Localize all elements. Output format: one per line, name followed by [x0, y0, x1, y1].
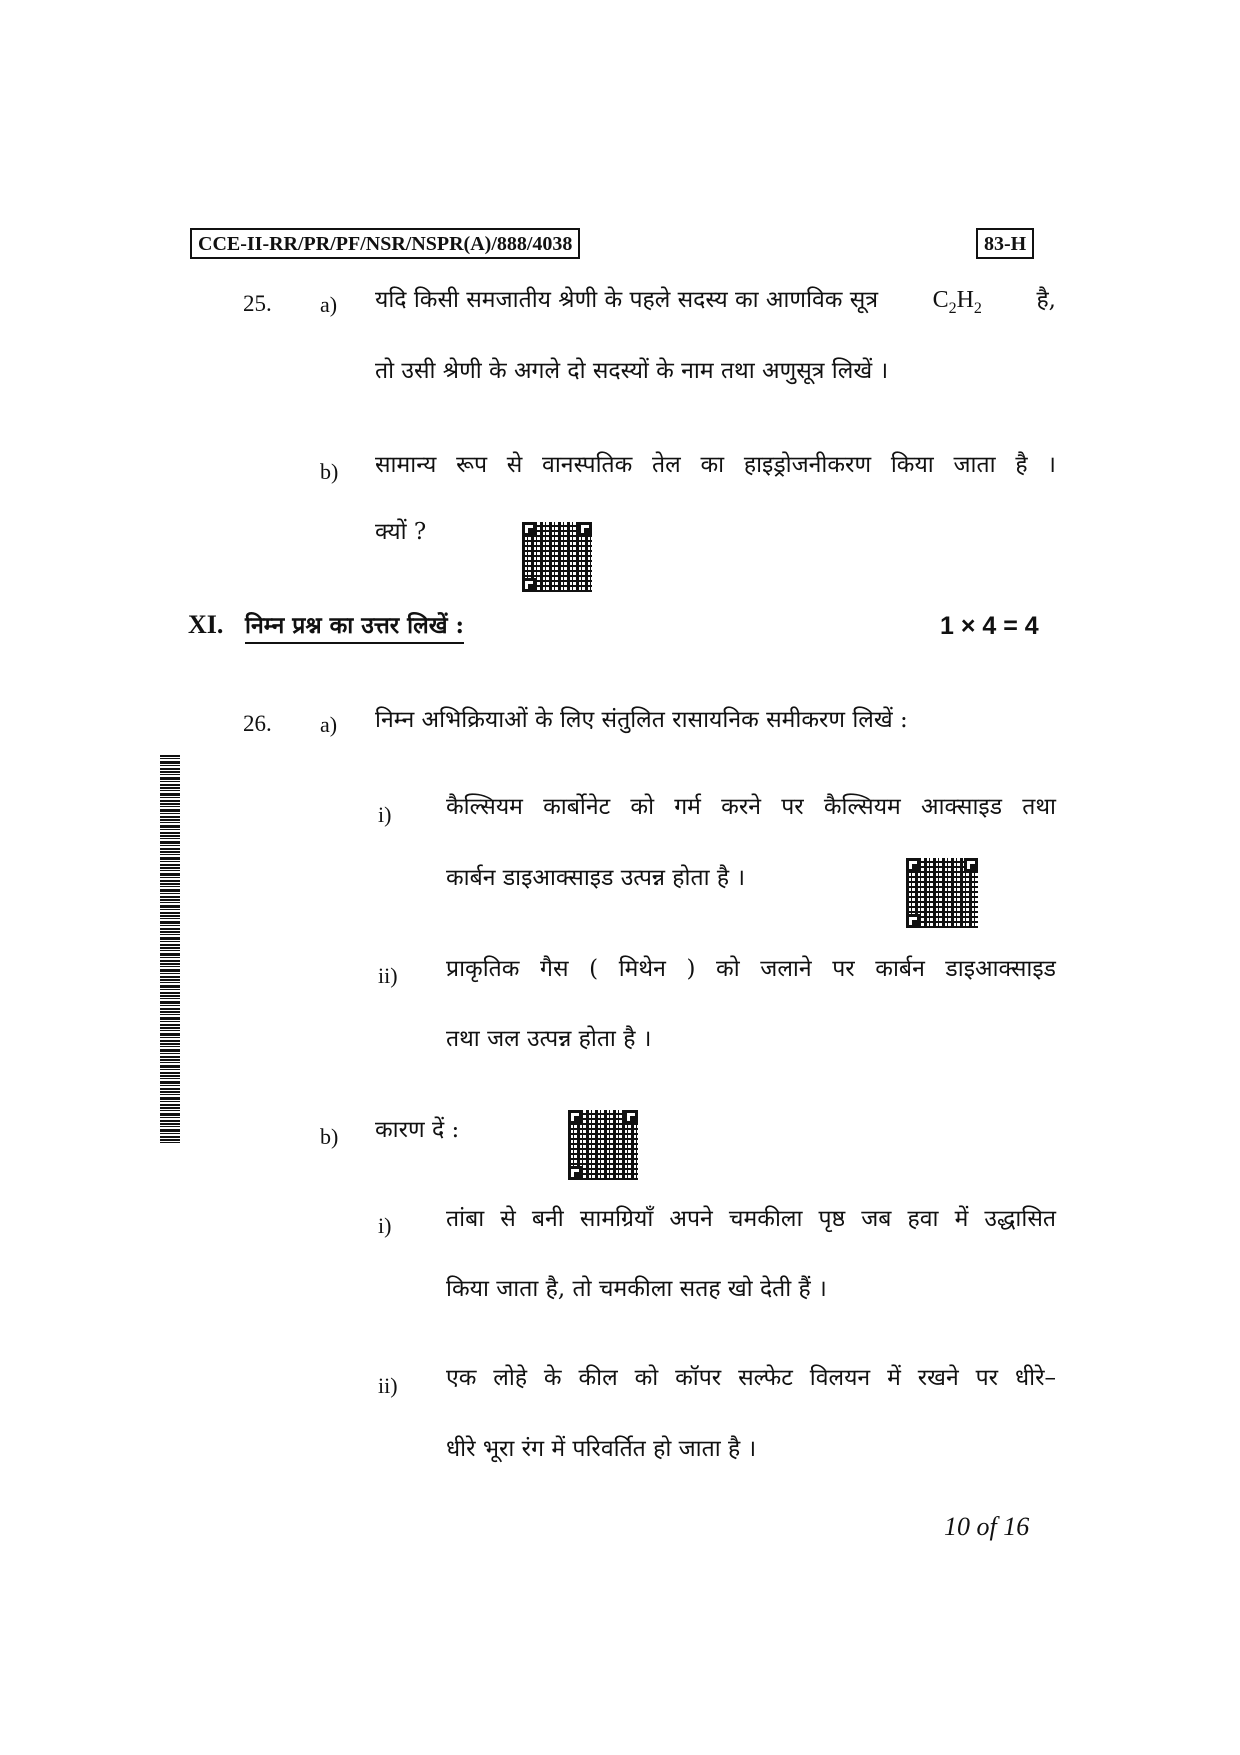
- q26-b-ii-line1: एक लोहे के कील को कॉपर सल्फेट विलयन में रखने पर धीरे–: [446, 1365, 1056, 1391]
- page-number: 10 of 16: [944, 1512, 1030, 1541]
- paper-code: CCE-II-RR/PR/PF/NSR/NSPR(A)/888/4038: [190, 228, 580, 259]
- q26-b-ii-line2: धीरे भूरा रंग में परिवर्तित हो जाता है ।: [446, 1436, 757, 1462]
- q25-b-line1: सामान्य रूप से वानस्पतिक तेल का हाइड्रोजनीकरण किया जाता है ।: [375, 452, 1056, 478]
- q26-b-i-line2: किया जाता है, तो चमकीला सतह खो देती हैं ।: [446, 1276, 827, 1302]
- q25-a-line1: यदि किसी समजातीय श्रेणी के पहले सदस्य का आणविक सूत्र $C_2H_2$ है,: [375, 284, 1056, 325]
- barcode: [160, 755, 180, 1145]
- q25-part-b-label: b): [320, 459, 339, 484]
- q26-b-i-label: i): [378, 1213, 392, 1238]
- qr-code: [906, 858, 978, 928]
- q26-b-i-line1: तांबा से बनी सामग्रियाँ अपने चमकीला पृष्ठ जब हवा में उद्धासित: [446, 1206, 1056, 1232]
- paper-id: 83-H: [976, 228, 1034, 259]
- q26-part-a-label: a): [320, 712, 338, 737]
- question-number-25: 25.: [243, 291, 272, 316]
- q26-b-intro: कारण दें :: [375, 1117, 460, 1143]
- q26-part-b-label: b): [320, 1124, 339, 1149]
- section-title: निम्न प्रश्न का उत्तर लिखें :: [245, 608, 464, 644]
- q26-a-i-line2: कार्बन डाइआक्साइड उत्पन्न होता है ।: [446, 865, 746, 891]
- section-marks: 1 × 4 = 4: [940, 612, 1039, 640]
- section-roman: XI.: [188, 610, 224, 639]
- q25-a-line2: तो उसी श्रेणी के अगले दो सदस्यों के नाम तथा अणुसूत्र लिखें ।: [375, 358, 889, 384]
- q26-a-ii-line1: प्राकृतिक गैस ( मिथेन ) को जलाने पर कार्बन डाइआक्साइड: [446, 956, 1056, 982]
- qr-code: [568, 1110, 638, 1180]
- q26-a-i-line1: कैल्सियम कार्बोनेट को गर्म करने पर कैल्सियम आक्साइड तथा: [446, 794, 1056, 820]
- q26-a-intro: निम्न अभिक्रियाओं के लिए संतुलित रासायनिक समीकरण लिखें :: [375, 707, 908, 733]
- q26-a-i-label: i): [378, 802, 392, 827]
- q25-part-a-label: a): [320, 292, 338, 317]
- q25-b-line2: क्यों ?: [375, 519, 427, 545]
- qr-code: [522, 522, 592, 592]
- q26-a-ii-label: ii): [378, 963, 398, 988]
- q26-b-ii-label: ii): [378, 1373, 398, 1398]
- question-number-26: 26.: [243, 711, 272, 736]
- q26-a-ii-line2: तथा जल उत्पन्न होता है ।: [446, 1026, 652, 1052]
- molecular-formula: $C_2H_2$: [932, 287, 982, 317]
